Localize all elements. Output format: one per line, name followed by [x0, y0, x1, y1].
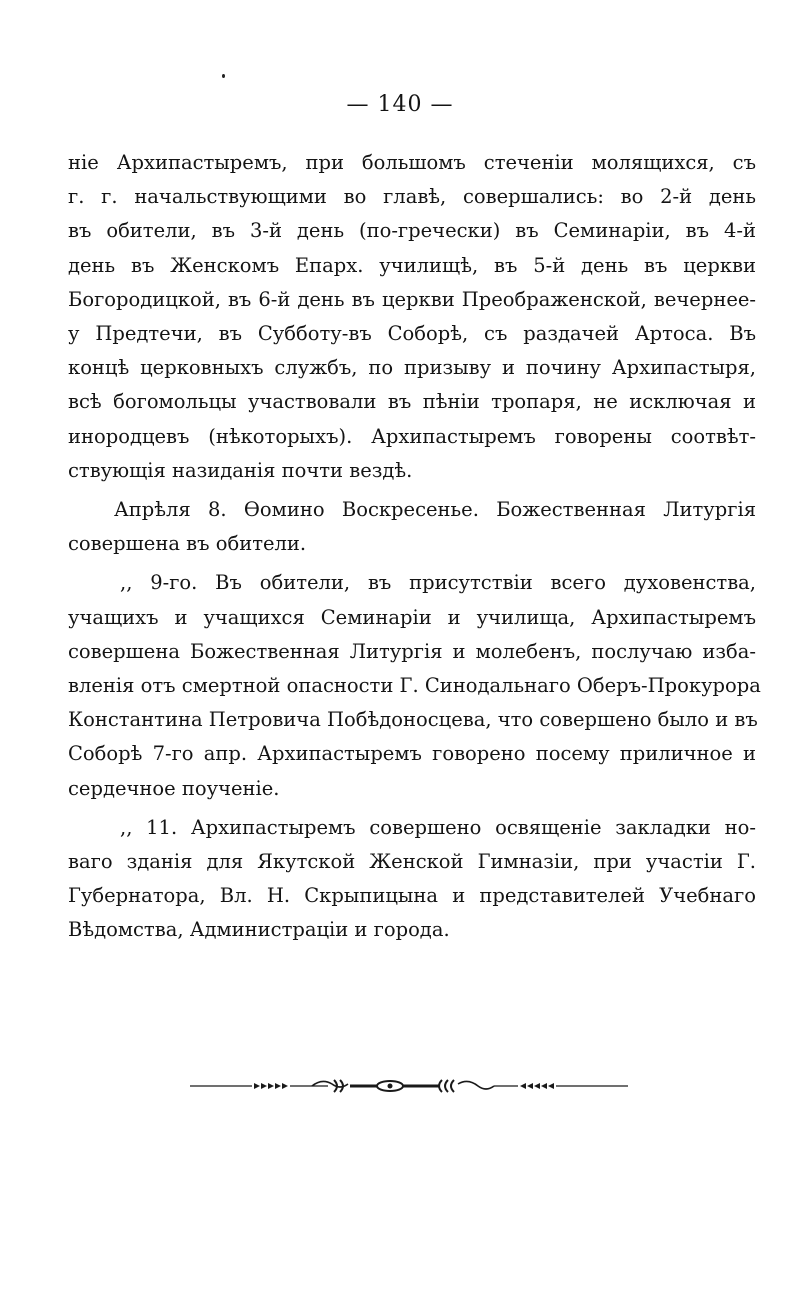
paragraph-3	[68, 566, 761, 805]
text-line: ,, 9-го. Въ обители, въ присутствіи всего духовенства,	[120, 571, 756, 595]
text-line: совершена Божественная Литургія и молебенъ, послучаю изба-	[68, 639, 756, 663]
ornamental-divider	[190, 1076, 630, 1096]
text-line: Константина Петровича Побѣдоносцева, что совершено было и въ	[68, 708, 758, 732]
text-line: г. г. начальствующими во главѣ, совершались: во 2-й день	[68, 185, 756, 209]
text-line: у Предтечи, въ Субботу-въ Соборѣ, съ раздачей Артоса. Въ	[68, 322, 756, 346]
text-line: сердечное поученіе.	[68, 776, 280, 800]
text-line: инородцевъ (нѣкоторыхъ). Архипастыремъ говорены соотвѣт-	[68, 424, 756, 448]
text-line: ,, 11. Архипастыремъ совершено освященіе закладки но-	[120, 815, 756, 839]
text-line: ствующія назиданія почти вездѣ.	[68, 458, 413, 482]
paragraph-1	[68, 146, 756, 488]
text-line: учащихъ и учащихся Семинаріи и училища, Архипастыремъ	[68, 605, 756, 629]
text-line: Губернатора, Вл. Н. Скрыпицына и представителей Учебнаго	[68, 884, 756, 908]
paragraph-2	[68, 493, 756, 561]
text-line: Вѣдомства, Администраціи и города.	[68, 918, 450, 942]
ink-speck	[222, 74, 225, 78]
text-line: концѣ церковныхъ службъ, по призыву и почину Архипастыря,	[68, 356, 756, 380]
text-line: день въ Женскомъ Епарх. училищѣ, въ 5-й день въ церкви	[68, 253, 756, 277]
text-line: Соборѣ 7-го апр. Архипастыремъ говорено посему приличное и	[68, 742, 756, 766]
text-line: совершена въ обители.	[68, 532, 307, 556]
paragraph-4	[68, 811, 756, 948]
text-line: Апрѣля 8. Ѳомино Воскресенье. Божественная Литургія	[114, 498, 756, 522]
text-line: ніе Архипастыремъ, при большомъ стеченіи молящихся, съ	[68, 151, 756, 174]
text-line: ваго зданія для Якутской Женской Гимназіи, при участіи Г.	[68, 850, 756, 874]
text-line: всѣ богомольцы участвовали въ пѣніи тропаря, не исключая и	[68, 390, 756, 414]
page-number: — 140 —	[346, 92, 454, 117]
page-text	[68, 146, 761, 948]
text-line: въ обители, въ 3-й день (по-гречески) въ Семинаріи, въ 4-й	[68, 219, 756, 243]
text-line: вленія отъ смертной опасности Г. Синодальнаго Оберъ-Прокурора	[68, 674, 761, 698]
text-line: Богородицкой, въ 6-й день въ церкви Преображенской, вечернее-	[68, 287, 756, 311]
